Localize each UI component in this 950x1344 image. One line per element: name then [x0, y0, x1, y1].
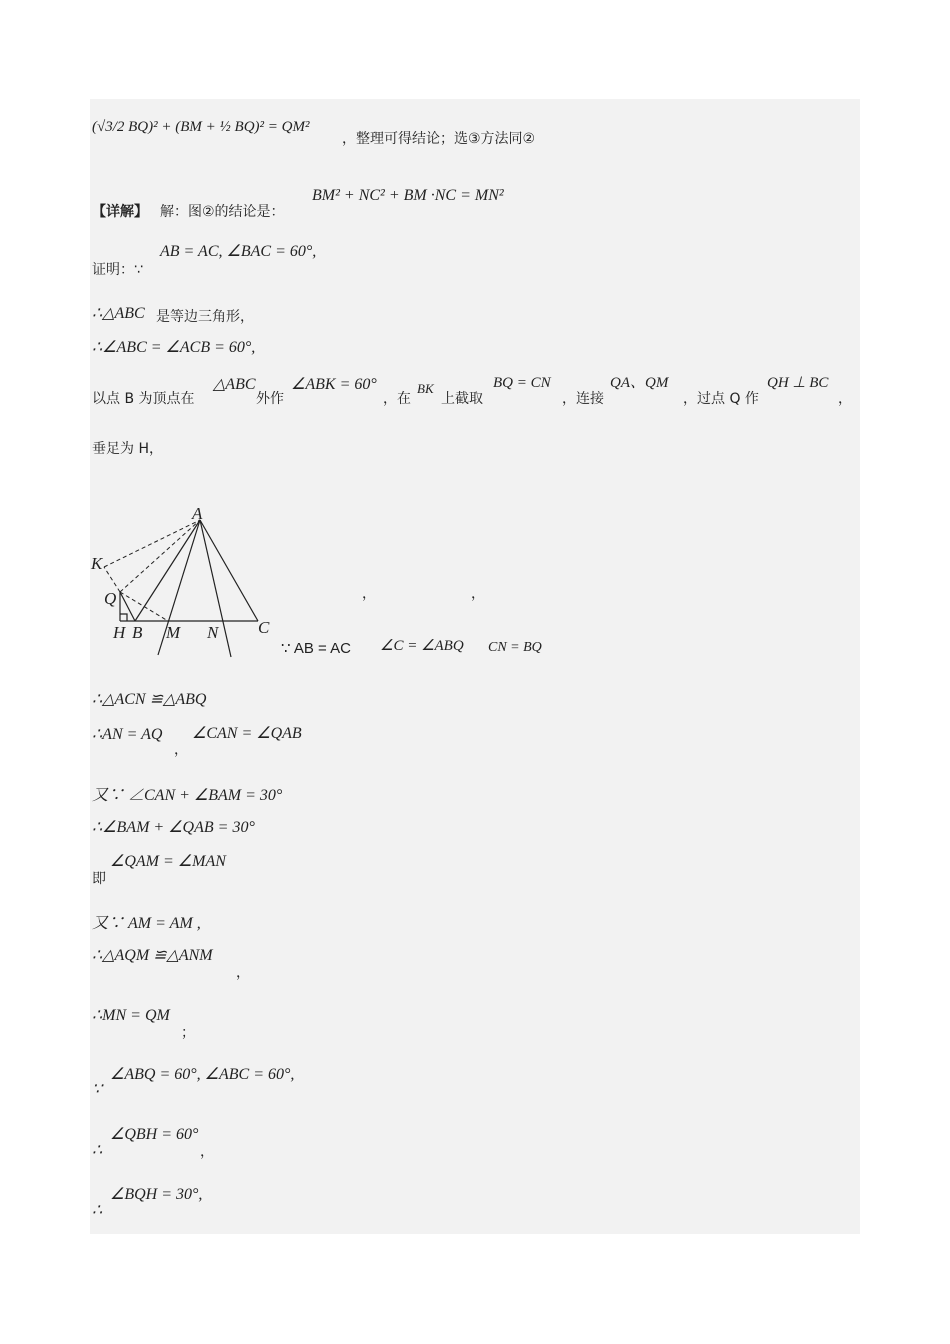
text-line-1: ，整理可得结论；选③方法同② — [342, 131, 536, 147]
comma-11: ， — [174, 742, 188, 758]
congruent-acn-abq: ∴△ACN ≌△ABQ — [92, 691, 207, 708]
angle-qam-man: ∠QAM = ∠MAN — [110, 853, 226, 870]
congruent-aqm-anm: ∴△AQM ≌△ANM — [92, 947, 213, 964]
label-b: B — [132, 623, 143, 642]
geometry-figure — [88, 500, 288, 660]
therefore-20: ∴ — [92, 1202, 103, 1219]
comma-2: ， — [471, 586, 485, 602]
ji-prefix: 即 — [92, 871, 106, 887]
comma-16: ， — [236, 965, 250, 981]
construct-text-f: ，过点 Q 作 — [683, 391, 759, 407]
semicolon-17: ； — [181, 1025, 195, 1041]
proof-prefix: 证明：∵ — [92, 262, 143, 278]
label-m: M — [166, 623, 181, 642]
because-ab-ac: ∵ AB = AC — [281, 640, 351, 657]
sum-30-b: ∴∠BAM + ∠QAB = 30° — [92, 819, 255, 836]
angle-bqh: ∠BQH = 30°, — [110, 1186, 203, 1203]
right-angle-mark — [120, 614, 127, 621]
segment-ab — [135, 520, 200, 621]
formula-line-1: (√3/2 BQ)² + (BM + ½ BQ)² = QM² — [92, 119, 310, 135]
detail-text: 解：图②的结论是： — [160, 204, 285, 220]
solution-panel — [90, 99, 860, 1234]
am-am: 又∵ AM = AM , — [92, 915, 201, 932]
label-q: Q — [104, 589, 117, 608]
label-c: C — [258, 618, 270, 637]
label-h: H — [113, 623, 126, 642]
construct-text-g: ， — [838, 391, 852, 407]
segment-ac — [200, 520, 258, 621]
construct-f6: QH ⊥ BC — [767, 375, 829, 391]
equilateral-text: 是等边三角形， — [156, 309, 254, 325]
given-formula: AB = AC, ∠BAC = 60°, — [160, 243, 317, 260]
cn-bq: CN = BQ — [488, 640, 542, 655]
detail-label: 【详解】 — [92, 204, 148, 220]
angle-qbh: ∠QBH = 60° — [110, 1126, 199, 1143]
label-n: N — [207, 623, 219, 642]
because-18: ∵ — [92, 1081, 103, 1098]
angles-equal-line: ∴∠ABC = ∠ACB = 60°, — [92, 339, 256, 356]
construct-f2: ∠ABK = 60° — [291, 376, 377, 393]
therefore-19: ∴ — [92, 1142, 103, 1159]
foot-text: 垂足为 H， — [92, 441, 163, 457]
construct-f3: BK — [417, 381, 434, 396]
angle-c-abq: ∠C = ∠ABQ — [380, 638, 464, 654]
conclusion-formula: BM² + NC² + BM ·NC = MN² — [312, 187, 504, 204]
angles-60: ∠ABQ = 60°, ∠ABC = 60°, — [110, 1066, 295, 1083]
triangle-abc: ∴△ABC — [92, 305, 145, 322]
construct-f1: △ABC — [213, 376, 256, 393]
label-k: K — [91, 554, 103, 573]
construct-text-a: 以点 B 为顶点在 — [92, 391, 195, 407]
construct-text-b: 外作 — [256, 391, 284, 407]
comma-1: ， — [362, 586, 376, 602]
an-aq: ∴AN = AQ — [92, 726, 163, 743]
mn-qm: ∴MN = QM — [92, 1007, 170, 1024]
construct-f5: QA、QM — [610, 375, 669, 391]
construct-text-d: 上截取 — [441, 391, 483, 407]
label-a: A — [192, 504, 203, 523]
construct-text-e: ，连接 — [562, 391, 604, 407]
comma-19: ， — [200, 1144, 214, 1160]
angle-can-qab: ∠CAN = ∠QAB — [192, 725, 302, 742]
dashed-ka — [104, 520, 200, 567]
construct-f4: BQ = CN — [493, 375, 551, 391]
construct-text-c: ，在 — [383, 391, 411, 407]
sum-30-a: 又∵ ∠CAN + ∠BAM = 30° — [92, 787, 283, 804]
